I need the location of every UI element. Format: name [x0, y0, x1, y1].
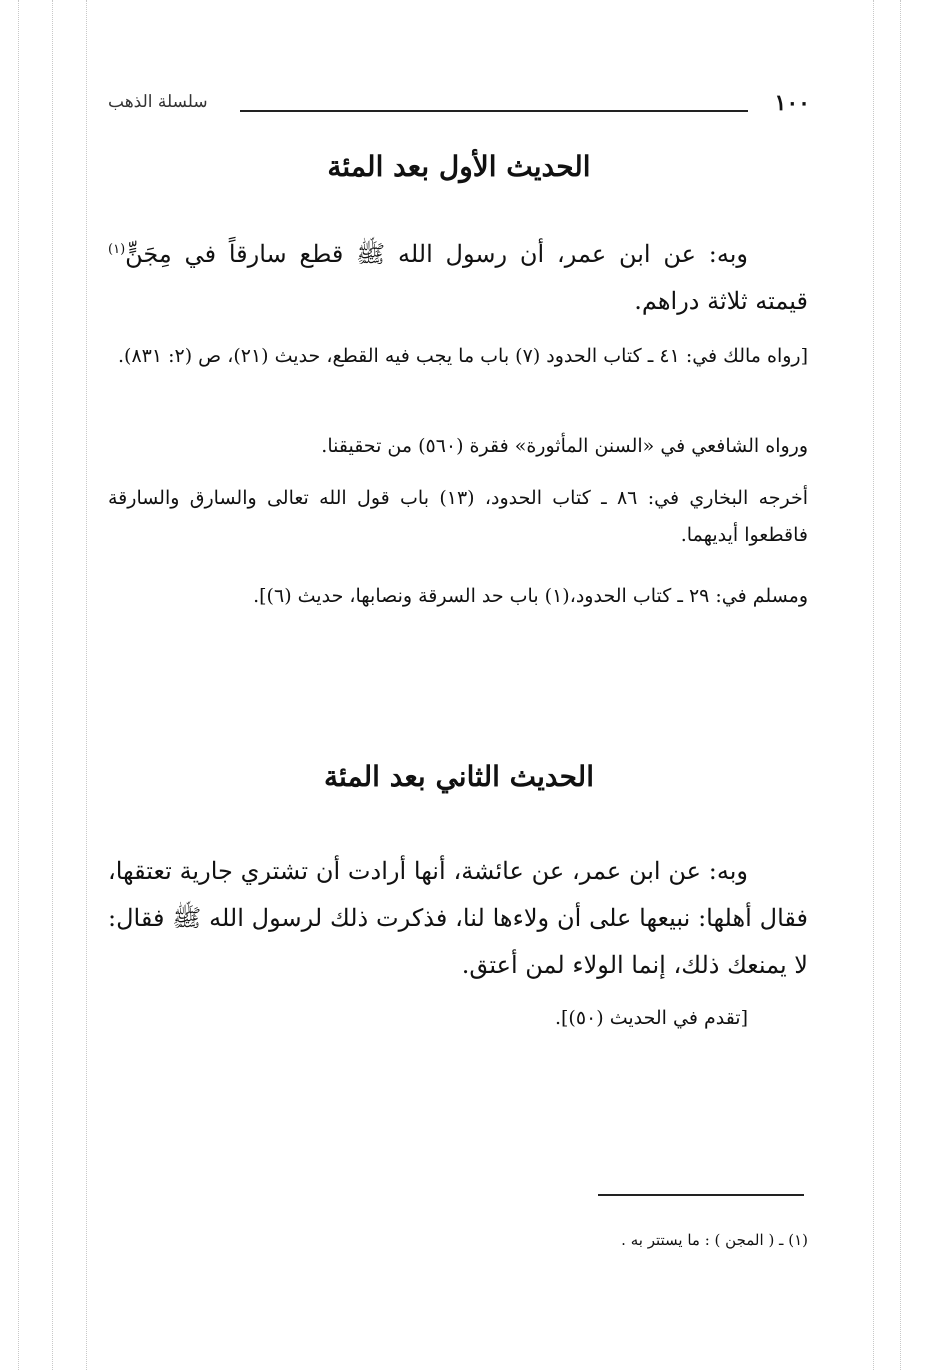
- scan-dotted-line: [86, 0, 87, 1370]
- footnote-rule: [598, 1194, 804, 1196]
- hadith-102-title: الحديث الثاني بعد المئة: [324, 760, 594, 793]
- source-malik: [رواه مالك في: ٤١ ـ كتاب الحدود (٧) باب ما يجب فيه القطع، حديث (٢١)، ص (٢: ٨٣١).: [117, 345, 808, 367]
- hadith-102-source: [تقدم في الحديث (٥٠)].: [554, 1007, 748, 1029]
- header-rule: [240, 110, 748, 112]
- footnote: (١) ـ ( المجن ) : ما يستتر به .: [621, 1231, 808, 1249]
- footnote-ref[interactable]: (١): [108, 242, 126, 257]
- scan-dotted-line: [52, 0, 53, 1370]
- hadith-102-text: وبه: عن ابن عمر، عن عائشة، أنها أرادت أن تشتري جارية تعتقها، فقال أهلها: نبيعها على أن ولاءها لنا، فذكرت ذلك لرسول الله ﷺ فقال: لا يمنعك ذلك، إنما الولاء لمن أعتق.: [108, 857, 808, 979]
- hadith-101-text: [108, 231, 808, 325]
- source-muslim: ومسلم في: ٢٩ ـ كتاب الحدود،(١) باب حد السرقة ونصابها، حديث (٦)].: [253, 585, 808, 607]
- hadith-101-body: وبه: عن ابن عمر، أن رسول الله ﷺ قطع سارقاً في مِجَنٍّ: [125, 240, 748, 268]
- source-bukhari: أخرجه البخاري في: ٨٦ ـ كتاب الحدود، (١٣) باب قول الله تعالى والسارق والسارقة فاقطعوا أيديهما.: [108, 487, 809, 546]
- page-header: [108, 88, 810, 124]
- scan-dotted-line: [873, 0, 874, 1370]
- hadith-101-body-end: قيمته ثلاثة دراهم.: [634, 287, 808, 315]
- scan-dotted-line: [18, 0, 19, 1370]
- scan-dotted-line: [900, 0, 901, 1370]
- running-title: سلسلة الذهب: [108, 92, 208, 112]
- source-shafii: ورواه الشافعي في «السنن المأثورة» فقرة (٥٦٠) من تحقيقنا.: [321, 435, 808, 457]
- page-number: ١٠٠: [774, 90, 810, 116]
- hadith-101-title: الحديث الأول بعد المئة: [327, 150, 591, 183]
